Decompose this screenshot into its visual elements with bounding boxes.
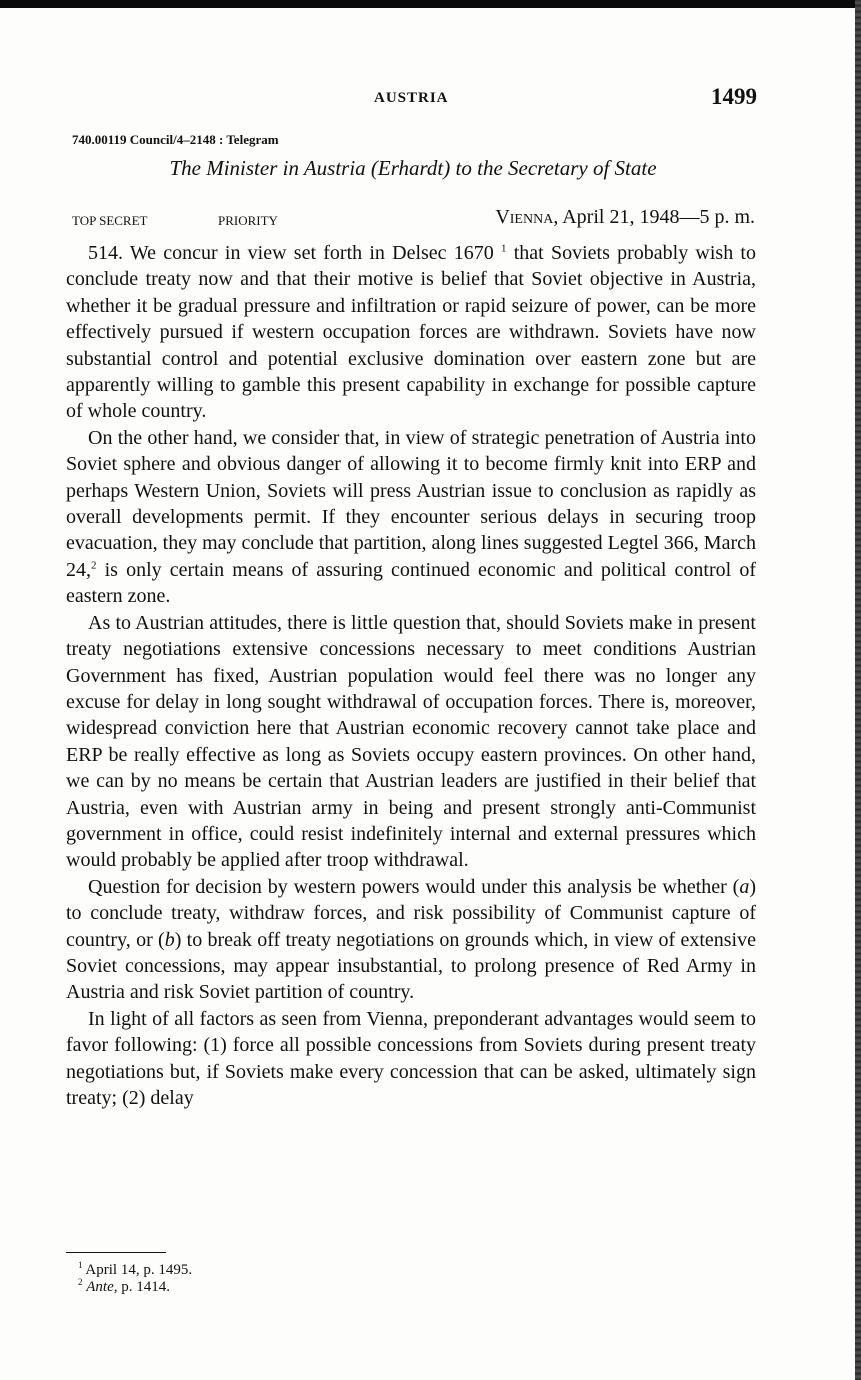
priority: PRIORITY bbox=[218, 213, 278, 228]
top-scan-border bbox=[0, 0, 861, 8]
footnote-ref-1[interactable]: 1 bbox=[501, 242, 507, 255]
footnote-1-mark: 1 bbox=[78, 1260, 83, 1270]
footnote-2 bbox=[78, 1279, 192, 1296]
telegram-body bbox=[66, 240, 756, 1111]
date: , April 21, 1948—5 p. m. bbox=[553, 206, 755, 228]
paragraph-3: As to Austrian attitudes, there is little question that, should Soviets make in present treaty negotiations extensive concessions necessary to meet conditions Austrian Government has fixed, Austrian population would feel there was no longer any excuse for delay in long sought withdrawal of occupation forces. There is, moreover, widespread conviction here that Austrian economic recovery cannot take place and ERP be really effective as long as Soviets occupy eastern provinces. On other hand, we can by no means be certain that Austrian leaders are justified in their belief that Austria, even with Austrian army in being and present strongly anti-Communist government in office, could resist indefinitely internal and external pressures which would probably be applied after troop withdrawal. bbox=[66, 611, 756, 872]
footnote-1 bbox=[78, 1262, 192, 1279]
p2-text-a: On the other hand, we consider that, in view of strategic penetration of Austria into Soviet sphere and obvious danger of allowing it to become firmly knit into ERP and perhaps Western Union, Soviets will press Austrian issue to conclusion as rapidly as overall developments permit. If they encounter serious delays in securing troop evacuation, they may conclude that partition, along lines suggested Legtel 366, March 24, bbox=[66, 426, 756, 581]
running-head bbox=[0, 86, 861, 114]
classification: TOP SECRET bbox=[72, 213, 148, 228]
p4-option-a: a bbox=[739, 875, 750, 898]
title-suffix: ) to the Secretary of State bbox=[443, 156, 657, 180]
place: Vienna bbox=[495, 206, 554, 228]
footnote-rule bbox=[66, 1252, 166, 1253]
page-number: 1499 bbox=[711, 84, 757, 109]
p2-text-b: is only certain means of assuring continued economic and political control of eastern zone. bbox=[66, 558, 756, 608]
p4-option-b: b bbox=[164, 928, 175, 951]
title-prefix: The Minister in Austria ( bbox=[169, 156, 378, 180]
title-name: Erhardt bbox=[377, 156, 444, 180]
footnote-2-italic: Ante bbox=[86, 1279, 114, 1295]
document-title bbox=[72, 156, 754, 181]
footnotes bbox=[78, 1262, 192, 1296]
p4-text-b: ) to conclude treaty, withdraw forces, and risk possibility of Communist capture of country, or ( bbox=[66, 875, 756, 951]
p1-text-a: 514. We concur in view set forth in Delsec 1670 bbox=[88, 242, 502, 264]
file-reference: 740.00119 Council/4–2148 : Telegram bbox=[72, 132, 279, 147]
paragraph-1 bbox=[66, 240, 756, 425]
place-date bbox=[495, 206, 755, 229]
right-scan-edge bbox=[855, 0, 861, 1380]
p1-text-b: that Soviets probably wish to conclude treaty now and that their motive is belief that Soviet objective in Austria, whether it be gradual pressure and infiltration or rapid seizure of power, can be more effectively pursued if western occupation forces are withdrawn. Soviets have now substantial control and potential exclusive domination over eastern zone but are apparently willing to gamble this present capability in exchange for possible capture of whole country. bbox=[66, 242, 756, 423]
p4-text-c: ) to break off treaty negotiations on grounds which, in view of extensive Soviet concessions, may appear insubstantial, to prolong presence of Red Army in Austria and risk Soviet partition of country. bbox=[66, 928, 756, 1004]
running-head-title: AUSTRIA bbox=[374, 90, 449, 106]
footnote-2-text: , p. 1414. bbox=[113, 1279, 170, 1295]
paragraph-2 bbox=[66, 425, 756, 610]
paragraph-4 bbox=[66, 874, 756, 1006]
telegram-header bbox=[72, 206, 755, 232]
paragraph-5: In light of all factors as seen from Vienna, preponderant advantages would seem to favor following: (1) force all possible concessions from Soviets during present treaty negotiations but, if Soviets make every concession that can be asked, ultimately sign treaty; (2) delay bbox=[66, 1007, 756, 1109]
p4-text-a: Question for decision by western powers would under this analysis be whether ( bbox=[88, 875, 740, 898]
footnote-1-text: April 14, p. 1495. bbox=[82, 1262, 193, 1278]
footnote-ref-2[interactable]: 2 bbox=[91, 559, 97, 572]
footnote-2-mark: 2 bbox=[78, 1277, 83, 1287]
